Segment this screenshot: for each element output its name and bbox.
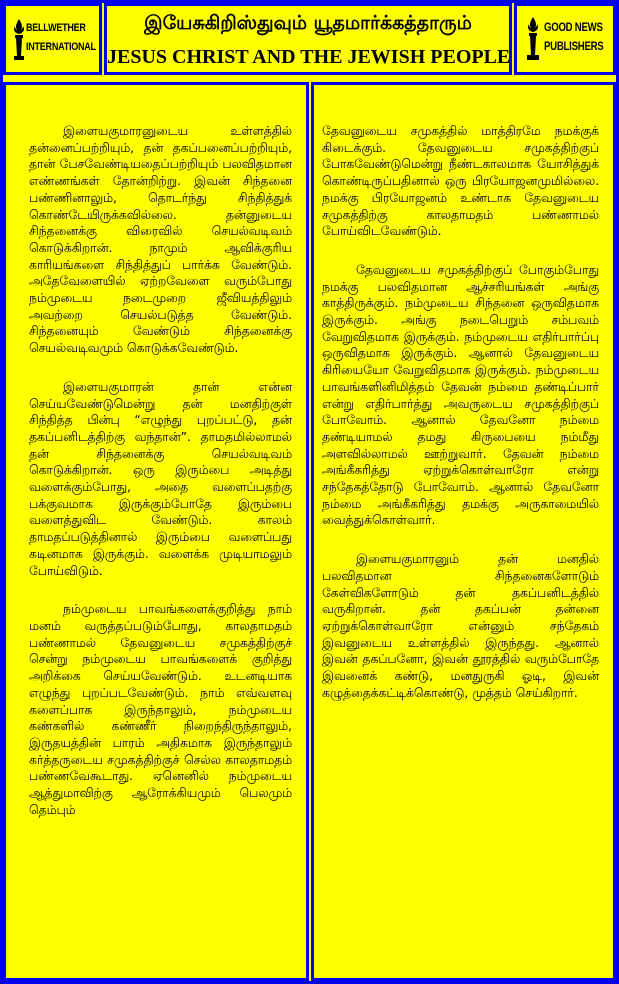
paragraph: இளையகுமாரனுடைய உள்ளத்தில் தன்னைப்பற்றியும், தன் தகப்பனைப்பற்றியும், தான் பேசவேண்டியதைப்பற்றியும் பலவிதமான எண்ணங்கள் தோன்றிற்று. இவன் சிந்தனை பண்ணினாலும், தொடர்ந்து சிந்தித்துக் கொண்டேயிருக்கவில்லை. தன்னுடைய சிந்தனைக்கு விரைவில் செயல்வடிவம் கொடுக்கிறான். நாமும் ஆவிக்குரிய காரியங்களை சிந்தித்துப் பார்க்க வேண்டும். அதேவேளையில் ஏற்றவேளை வரும்போது நம்முடைய நடைமுறை ஜீவியத்திலும் அவற்றை செயல்படுத்த வேண்டும். சிந்தனையும் வேண்டும் சிந்தனைக்கு செயல்வடிவமும் கொடுக்கவேண்டும். [29,124,292,356]
publisher-logo-right [514,3,616,75]
title-box [104,3,512,75]
left-column [3,82,309,981]
torch-icon [524,16,542,62]
paragraph: இளையகுமாரனும் தன் மனதில் பலவிதமான சிந்தனைகளோடும் கேள்விகளோடும் தன் தகப்பனிடத்தில் வருகிறான். தன் தகப்பன் தன்னை ஏற்றுக்கொள்வாரோ என்னும் சந்தேகம் இவனுடைய உள்ளத்தில் இருந்தது. ஆனால் இவன் தகப்பனோ, இவன் தூரத்தில் வரும்போதே இவனைக் கண்டு, மனதுருகி ஓடி, இவன் கழுத்தைக்கட்டிக்கொண்டு, முத்தம் செய்கிறார். [322,552,599,700]
page-header [0,0,619,79]
torch-icon [11,18,27,62]
paragraph: தேவனுடைய சமுகத்திற்குப் போகும்போது நமக்கு பலவிதமான ஆச்சரியங்கள் அங்கு காத்திருக்கும். நம்முடைய சிந்தனை ஒருவிதமாக இருக்கும். அங்கு நடைபெறும் சம்பவம் வேறுவிதமாக இருக்கும். நம்முடைய எதிர்பார்ப்பு ஒருவிதமாக இருக்கும். ஆனால் தேவனுடைய கிரியையோ வேறுவிதமாக இருக்கும். நம்முடைய பாவங்களினிமித்தம் தேவன் நம்மை தண்டிப்பார் என்று எதிர்பார்த்து அவருடைய சமுகத்திற்குப் போவோம். ஆனால் தேவனோ நம்மை தண்டியாமல் தமது கிருபையை நம்மீது அளவில்லாமல் ஊற்றுவார். தேவன் நம்மை அங்கீகரித்து ஏற்றுக்கொள்வாரோ என்று சந்தேகத்தோடு போவோம். ஆனால் தேவனோ நம்மை அங்கீகரித்து தமக்கு அருகாமையில் வைத்துக்கொள்வார். [322,262,599,528]
right-column-text [322,123,599,724]
right-logo-text: GOOD NEWS PUBLISHERS [544,20,604,53]
page-title-english: JESUS CHRIST AND THE JEWISH PEOPLE [107,46,511,68]
paragraph: இளையகுமாரன் தான் என்ன செய்யவேண்டுமென்று தன் மனதிற்குள் சிந்தித்த பின்பு “எழுந்து புறப்பட்டு, தன் தகப்பனிடத்திற்கு வந்தான்”. தாமதமில்லாமல் தன் சிந்தனைக்கு செயல்வடிவம் கொடுக்கிறான். ஒரு இரும்பை அடித்து வளைக்கும்போது, அதை வளைப்பதற்கு பக்குவமாக இருக்கும்போதே இரும்பை வளைத்துவிட வேண்டும். காலம் தாமதப்படுத்தினால் இரும்பை வளைப்பது கடினமாக இருக்கும். வளைக்க முடியாமலும் போய்விடும். [29,379,292,578]
left-logo-text: BELLWETHER INTERNATIONAL [26,22,96,53]
left-column-text [29,123,292,840]
bellwether-logo [6,6,99,72]
publisher-logo-left [3,3,102,75]
paragraph: நம்முடைய பாவங்களைக்குறித்து நாம் மனம் வருத்தப்படும்போது, காலதாமதம் பண்ணாமல் தேவனுடைய சமுகத்திற்குச் சென்று நம்முடைய பாவங்களைக் குறித்து அறிக்கை செய்யவேண்டும். உடனடியாக எழுந்து புறப்படவேண்டும். நாம் எவ்வளவு களைப்பாக இருந்தாலும், நம்முடைய கண்களில் கண்ணீர் நிறைந்திருந்தாலும், இருதயத்தின் பாரம் அதிகமாக இருந்தாலும் கர்த்தருடைய சமுகத்திற்குச் செல்ல காலதாமதம் பண்ணவேகூடாது. ஏனெனில் நம்முடைய ஆத்துமாவிற்கு ஆரோக்கியமும் பெலமும் தெம்பும் [29,602,292,817]
paragraph: தேவனுடைய சமுகத்தில் மாத்திரமே நமக்குக் கிடைக்கும். தேவனுடைய சமுகத்திற்குப் போகவேண்டுமென்று நீண்டகாலமாக யோசித்துக் கொண்டிருப்பதினால் ஒரு பிரயோஜனமுமில்லை. நமக்கு பிரயோஜனம் உண்டாக தேவனுடைய சமுகத்திற்கு காலதாமதம் பண்ணாமல் போய்விடவேண்டும். [322,124,599,239]
good-news-logo [517,6,613,72]
page-title-tamil: இயேசுகிறிஸ்துவும் யூதமார்க்கத்தாரும் [144,12,472,34]
right-column [311,82,616,981]
